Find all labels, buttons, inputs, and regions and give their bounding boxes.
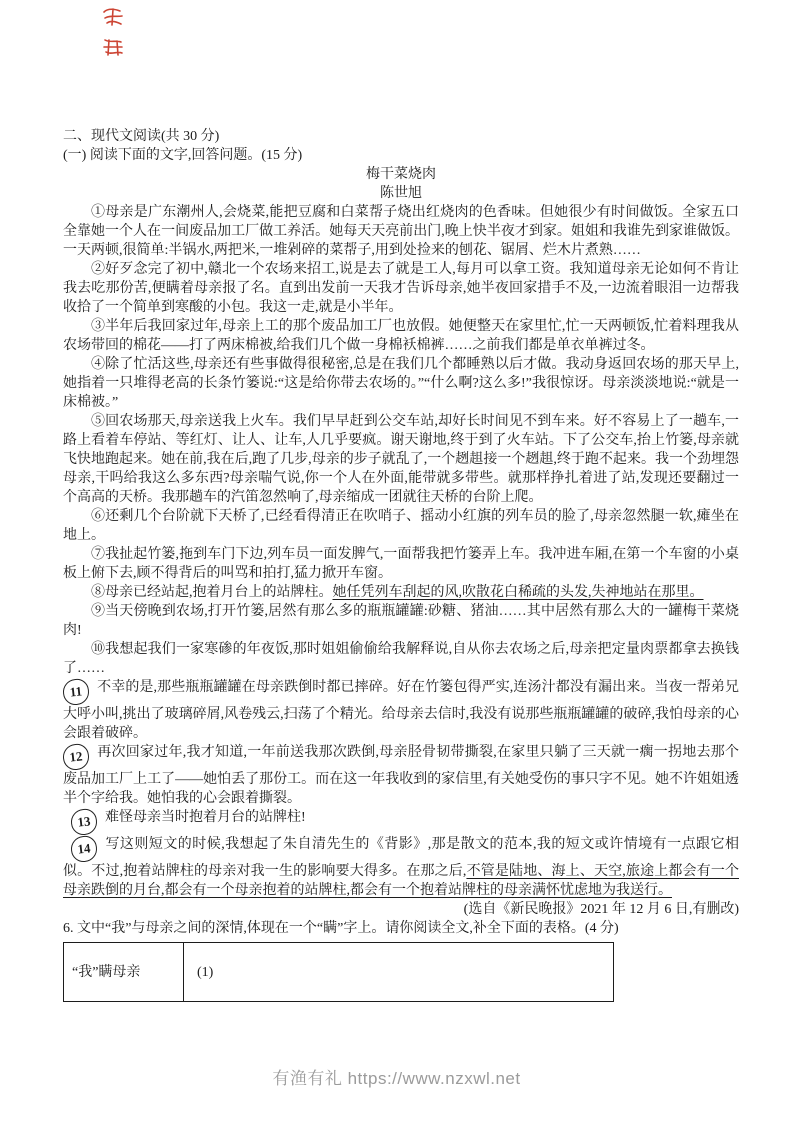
answer-table	[63, 942, 614, 1002]
document-content	[63, 127, 739, 1002]
row-answer-cell: (1)	[184, 943, 614, 1002]
text-segment: ①母亲是广东潮州人,会烧菜,能把豆腐和白菜帮子烧出红烧肉的色香味。但她很少有时间做饭。全家五口全靠她一个人在一间废品加工厂做工养活。她每天天亮前出门,晚上快半夜才到家。姐姐和我谁先到家谁做饭。一天两顿,很简单:半锅水,两把米,一堆剁碎的菜帮子,用到处捡来的刨花、锯屑、烂木片煮熟……	[63, 205, 739, 258]
paragraph-7	[63, 545, 739, 583]
section-heading: 二、现代文阅读(共 30 分)	[63, 129, 220, 144]
paragraph-14	[63, 835, 739, 900]
circled-number-11: 11	[62, 678, 91, 707]
paragraph-4	[63, 355, 739, 412]
red-stamp-marks	[101, 6, 129, 66]
text-segment: ⑩我想起我们一家寒碜的年夜饭,那时姐姐偷偷给我解释说,自从你去农场之后,母亲把定量肉票都拿去换钱了……	[63, 642, 739, 676]
footer-watermark: 有渔有礼 https://www.nzxwl.net	[272, 1069, 521, 1088]
paragraph-10	[63, 640, 739, 678]
text-segment: ⑨当天傍晚到农场,打开竹篓,居然有那么多的瓶瓶罐罐:砂糖、猪油……其中居然有那么大的一罐梅干菜烧肉!	[63, 604, 739, 638]
paragraph-13	[63, 808, 739, 835]
paragraph-8	[63, 583, 739, 602]
circled-number-13: 13	[70, 808, 99, 837]
article-title: 梅干菜烧肉	[366, 167, 436, 182]
paragraph-12	[63, 743, 739, 808]
paragraph-1	[63, 203, 739, 260]
paragraph-11	[63, 678, 739, 743]
text-segment: ⑥还剩几个台阶就下天桥了,已经看得清正在吹哨子、摇动小红旗的列车员的脸了,母亲忽然腿一软,瘫坐在地上。	[63, 509, 739, 543]
text-segment: ⑤回农场那天,母亲送我上火车。我们早早赶到公交车站,却好长时间见不到车来。好不容易上了一趟车,一路上看着车停站、等红灯、让人、让车,人几乎要疯。谢天谢地,终于到了火车站。下了公交车,抬上竹篓,母亲就飞快地跑起来。她在前,我在后,跑了几步,母亲的步子就乱了,一个趔趄接一个趔趄,终于跑不起来。我一个劲埋怨母亲,干吗给我这么多东西?母亲喘气说,你一个人在外面,能带就多带些。就那样挣扎着进了站,发现还要翻过一个高高的天桥。我那趟车的汽笛忽然响了,母亲缩成一团就往天桥的台阶上爬。	[63, 414, 739, 505]
text-segment: ④除了忙活这些,母亲还有些事做得很秘密,总是在我们几个都睡熟以后才做。我动身返回农场的那天早上,她指着一只堆得老高的长条竹篓说:“这是给你带去农场的。”“什么啊?这么多!”我很惊讶。母亲淡淡地说:“就是一床棉被。”	[63, 357, 739, 410]
article-body	[63, 203, 739, 900]
question-6: 6. 文中“我”与母亲之间的深情,体现在一个“瞒”字上。请你阅读全文,补全下面的表格。(4 分)	[63, 921, 619, 936]
table-row	[64, 943, 614, 1002]
circled-number-12: 12	[62, 743, 91, 772]
paragraph-5	[63, 412, 739, 507]
red-scribble-icon	[101, 6, 125, 28]
underlined-text-segment: 不管是陆地、海上、天空,旅途上都会有一个母亲跌倒的月台,都会有一个母亲抱着的站牌柱,都会有一个抱着站牌柱的母亲满怀忧虑地为我送行。	[63, 864, 739, 898]
text-segment: ②好歹念完了初中,赣北一个农场来招工,说是去了就是工人,每月可以拿工资。我知道母亲无论如何不肯让我去吃那份苦,便瞒着母亲报了名。直到出发前一天我才告诉母亲,她半夜回家措手不及,一边流着眼泪一边帮我收拾了一个简单到寒酸的小包。我这一走,就是小半年。	[63, 262, 739, 315]
paragraph-2	[63, 260, 739, 317]
text-segment: ③半年后我回家过年,母亲上工的那个废品加工厂也放假。她便整天在家里忙,忙一天两顿饭,忙着料理我从农场带回的棉花——打了两床棉被,给我们几个做一身棉袄棉裤……之前我们都是单衣单裤过冬。	[63, 319, 739, 353]
article-author: 陈世旭	[380, 186, 422, 201]
source-attribution: (选自《新民晚报》2021 年 12 月 6 日,有删改)	[463, 902, 739, 917]
subsection-heading: (一) 阅读下面的文字,回答问题。(15 分)	[63, 148, 303, 163]
red-scribble-icon	[101, 36, 125, 58]
underlined-text-segment: 她任凭列车刮起的风,吹散花白稀疏的头发,失神地站在那里。	[332, 585, 704, 600]
circled-number-14: 14	[70, 835, 99, 864]
paragraph-3	[63, 317, 739, 355]
text-segment: ⑧母亲已经站起,抱着月台上的站牌柱。	[91, 585, 333, 600]
text-segment: 再次回家过年,我才知道,一年前送我那次跌倒,母亲胫骨韧带撕裂,在家里只躺了三天就一瘸一拐地去那个废品加工厂上工了——她怕丢了那份工。而在这一年我收到的家信里,有关她受伤的事只字不见。她不许姐姐透半个字给我。她怕我的心会跟着撕裂。	[63, 745, 739, 806]
text-segment: 难怪母亲当时抱着月台的站牌柱!	[105, 810, 306, 825]
paragraph-9	[63, 602, 739, 640]
paragraph-6	[63, 507, 739, 545]
text-segment: 不幸的是,那些瓶瓶罐罐在母亲跌倒时都已摔碎。好在竹篓包得严实,连汤汁都没有漏出来。当夜一帮弟兄大呼小叫,挑出了玻璃碎屑,风卷残云,扫荡了个精光。给母亲去信时,我没有说那些瓶瓶罐罐的破碎,我怕母亲的心会跟着破碎。	[63, 680, 739, 741]
text-segment: ⑦我扯起竹篓,拖到车门下边,列车员一面发脾气,一面帮我把竹篓弄上车。我冲进车厢,在第一个车窗的小桌板上俯下去,顾不得背后的叫骂和拍打,猛力掀开车窗。	[63, 547, 739, 581]
text-segment: 写这则短文的时候,我想起了朱自清先生的《背影》,那是散文的范本,我的短文或许情境有一点跟它相似。不过,抱着站牌柱的母亲对我一生的影响要大得多。在那之后,	[63, 837, 739, 879]
row-label-cell: “我”瞒母亲	[64, 943, 184, 1002]
